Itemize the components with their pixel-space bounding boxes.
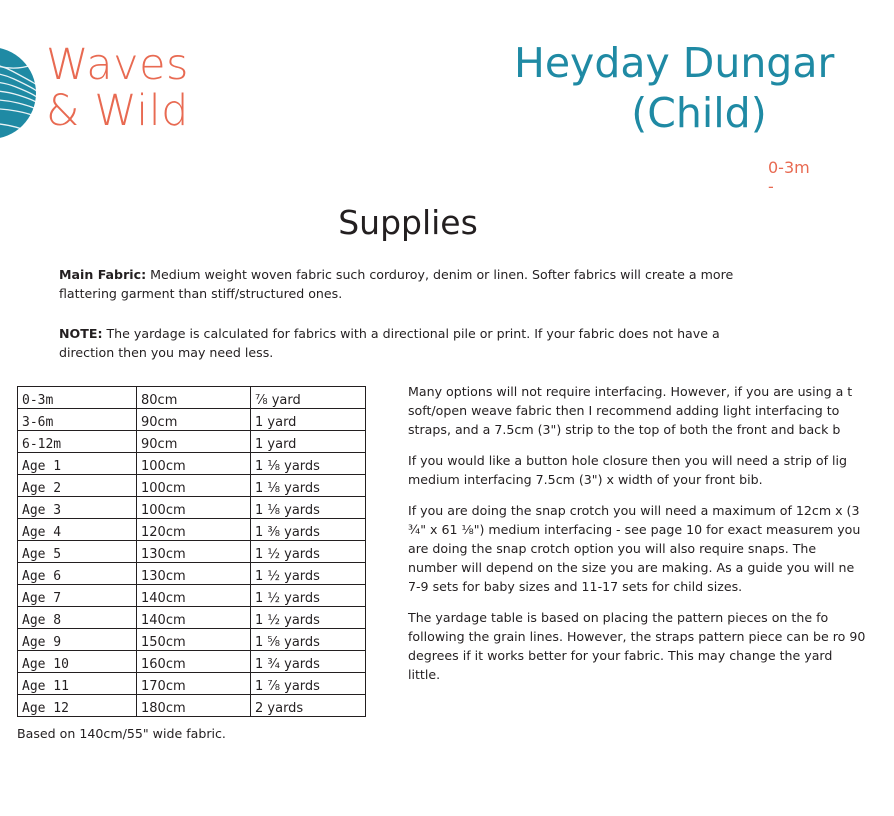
table-row <box>18 453 366 475</box>
table-row <box>18 387 366 409</box>
length-cell: 100cm <box>137 453 251 475</box>
table-row <box>18 607 366 629</box>
size-cell: Age 11 <box>18 673 137 695</box>
pattern-title <box>514 38 894 138</box>
yards-cell: 2 yards <box>251 695 366 717</box>
length-cell: 130cm <box>137 541 251 563</box>
main-fabric-text: Medium weight woven fabric such corduroy, denim or linen. Softer fabrics will create a more flattering garment than stiff/structured ones. <box>59 267 734 301</box>
table-row <box>18 431 366 453</box>
yards-cell: ⅞ yard <box>251 387 366 409</box>
table-row <box>18 673 366 695</box>
table-note: Based on 140cm/55" wide fabric. <box>17 726 226 741</box>
yards-cell: 1 ½ yards <box>251 563 366 585</box>
size-cell: Age 6 <box>18 563 137 585</box>
note-text: The yardage is calculated for fabrics with a directional pile or print. If your fabric does not have a direction then you may need less. <box>59 326 720 360</box>
size-cell: Age 7 <box>18 585 137 607</box>
pattern-title-line2: (Child) <box>631 89 767 137</box>
length-cell: 170cm <box>137 673 251 695</box>
length-cell: 150cm <box>137 629 251 651</box>
table-row <box>18 629 366 651</box>
length-cell: 120cm <box>137 519 251 541</box>
brand-name-line1: Waves <box>46 40 189 90</box>
yards-cell: 1 ⅞ yards <box>251 673 366 695</box>
right-paragraph: If you are doing the snap crotch you will need a maximum of 12cm x (3 ¾" x 61 ⅛") medium interfacing - see page 10 for exact measurem you are doing the snap crotch option you will also require snaps. The number will depend on the size you are making. As a guide you will ne 7-9 sets for baby sizes and 11-17 sets for child sizes. <box>408 503 861 594</box>
main-fabric-paragraph <box>59 265 759 303</box>
yards-cell: 1 ¾ yards <box>251 651 366 673</box>
table-row <box>18 651 366 673</box>
right-paragraph: Many options will not require interfacing. However, if you are using a t soft/open weave fabric then I recommend adding light interfacing to straps, and a 7.5cm (3") strip to the top of both the front and back b <box>408 384 853 437</box>
yards-cell: 1 ⅜ yards <box>251 519 366 541</box>
size-cell: Age 12 <box>18 695 137 717</box>
size-cell: Age 10 <box>18 651 137 673</box>
yards-cell: 1 ⅛ yards <box>251 497 366 519</box>
size-cell: 0-3m <box>18 387 137 409</box>
size-cell: Age 1 <box>18 453 137 475</box>
size-cell: Age 9 <box>18 629 137 651</box>
yardage-table <box>17 386 366 717</box>
length-cell: 80cm <box>137 387 251 409</box>
length-cell: 130cm <box>137 563 251 585</box>
length-cell: 180cm <box>137 695 251 717</box>
table-row <box>18 409 366 431</box>
note-paragraph <box>59 324 759 362</box>
pattern-title-line1: Heyday Dungar <box>514 39 835 87</box>
yards-cell: 1 ½ yards <box>251 541 366 563</box>
note-label: NOTE: <box>59 326 103 341</box>
table-row <box>18 519 366 541</box>
size-cell: Age 8 <box>18 607 137 629</box>
right-paragraph: If you would like a button hole closure then you will need a strip of lig medium interfacing 7.5cm (3") x width of your front bib. <box>408 453 847 487</box>
yards-cell: 1 ⅛ yards <box>251 475 366 497</box>
length-cell: 90cm <box>137 409 251 431</box>
length-cell: 160cm <box>137 651 251 673</box>
size-cell: Age 4 <box>18 519 137 541</box>
waves-wild-logo-icon <box>0 45 38 141</box>
brand-name-line2: & Wild <box>46 86 189 136</box>
size-cell: 3-6m <box>18 409 137 431</box>
right-column <box>408 382 868 696</box>
length-cell: 100cm <box>137 497 251 519</box>
table-row <box>18 497 366 519</box>
length-cell: 100cm <box>137 475 251 497</box>
yards-cell: 1 ½ yards <box>251 585 366 607</box>
main-fabric-label: Main Fabric: <box>59 267 147 282</box>
table-row <box>18 541 366 563</box>
yards-cell: 1 yard <box>251 431 366 453</box>
size-cell: Age 2 <box>18 475 137 497</box>
length-cell: 140cm <box>137 585 251 607</box>
brand-logo-text <box>46 42 189 134</box>
yards-cell: 1 ⅛ yards <box>251 453 366 475</box>
yards-cell: 1 ⅝ yards <box>251 629 366 651</box>
size-cell: Age 3 <box>18 497 137 519</box>
table-row <box>18 695 366 717</box>
size-cell: 6-12m <box>18 431 137 453</box>
length-cell: 90cm <box>137 431 251 453</box>
size-range: 0-3m - <box>768 158 810 196</box>
yards-cell: 1 ½ yards <box>251 607 366 629</box>
yards-cell: 1 yard <box>251 409 366 431</box>
table-row <box>18 585 366 607</box>
right-paragraph: The yardage table is based on placing the pattern pieces on the fo following the grain lines. However, the straps pattern piece can be ro 90 degrees if it works better for your fabric. This may change the yard little. <box>408 610 866 682</box>
section-heading: Supplies <box>338 203 478 242</box>
length-cell: 140cm <box>137 607 251 629</box>
size-cell: Age 5 <box>18 541 137 563</box>
table-row <box>18 475 366 497</box>
table-row <box>18 563 366 585</box>
